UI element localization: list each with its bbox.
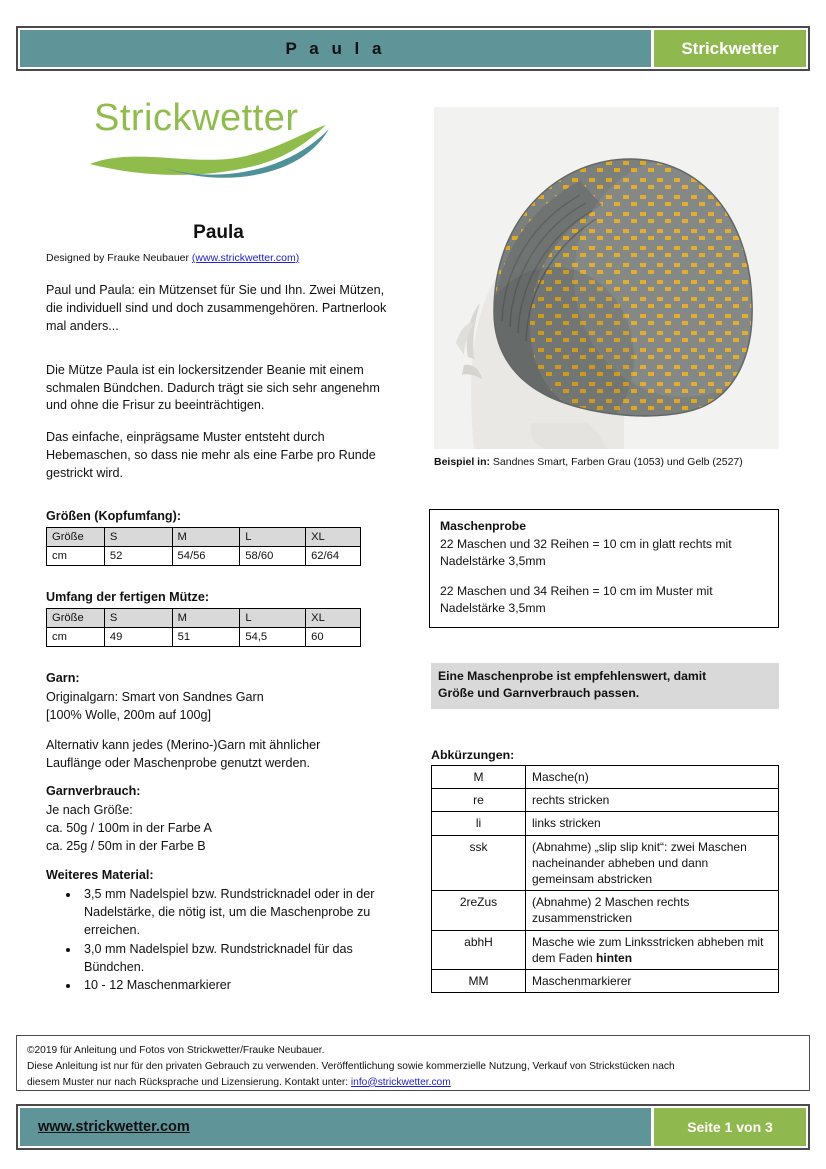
table-cell: 58/60 bbox=[240, 546, 306, 565]
abbr-desc-text: Maschenmarkierer bbox=[532, 973, 632, 988]
abbr-key: 2reZus bbox=[432, 891, 526, 930]
hat-photo bbox=[434, 107, 779, 449]
table-row bbox=[47, 627, 361, 646]
header-title: P a u l a bbox=[20, 30, 651, 67]
abbr-key: ssk bbox=[432, 835, 526, 891]
table-cell: 52 bbox=[104, 546, 172, 565]
page-header bbox=[16, 26, 810, 71]
gauge-title: Maschenprobe bbox=[440, 519, 527, 533]
table-cell: cm bbox=[47, 627, 105, 646]
gauge-line-4: Nadelstärke 3,5mm bbox=[440, 601, 546, 616]
table-cell: L bbox=[240, 527, 306, 546]
table-cell: S bbox=[104, 527, 172, 546]
spacer bbox=[440, 570, 768, 583]
copyright-line-2: Diese Anleitung ist nur für den privaten Gebrauch zu verwenden. Veröffentlichung sowie kommerzielle Nutzung, Verkauf von Strickstücken nach bbox=[27, 1060, 675, 1072]
sizes-table bbox=[46, 527, 361, 566]
designer-name: Designed by Frauke Neubauer bbox=[46, 252, 192, 264]
list-item: • 3,5 mm Nadelspiel bzw. Rundstricknadel oder in der Nadelstärke, die nötig ist, um die Maschenprobe zu erreichen. bbox=[80, 886, 391, 940]
table-row bbox=[47, 527, 361, 546]
spacer bbox=[46, 570, 391, 590]
page-title: Paula bbox=[193, 222, 244, 243]
designer-credit bbox=[46, 252, 391, 264]
spacer bbox=[46, 856, 391, 868]
left-column bbox=[46, 222, 391, 996]
finished-size-table bbox=[46, 608, 361, 647]
sizes-heading: Größen (Kopfumfang): bbox=[46, 508, 182, 523]
table-cell: S bbox=[104, 608, 172, 627]
table-row bbox=[432, 969, 779, 992]
abbr-desc-bold: hinten bbox=[596, 950, 633, 965]
photo-caption bbox=[434, 456, 784, 468]
table-cell: 54/56 bbox=[172, 546, 240, 565]
table-cell: M bbox=[172, 527, 240, 546]
spacer bbox=[46, 651, 391, 671]
abbr-desc bbox=[526, 789, 779, 812]
abbr-desc-text: (Abnahme) 2 Maschen rechts zusammenstricken bbox=[532, 895, 690, 926]
table-cell: M bbox=[172, 608, 240, 627]
abbreviations-table bbox=[431, 765, 779, 993]
abbr-key: M bbox=[432, 766, 526, 789]
abbr-desc bbox=[526, 891, 779, 930]
caption-label: Beispiel in: bbox=[434, 456, 491, 468]
table-row bbox=[432, 812, 779, 835]
finished-size-heading: Umfang der fertigen Mütze: bbox=[46, 589, 210, 604]
yarn-heading: Garn: bbox=[46, 670, 80, 685]
list-item: • 3,0 mm Nadelspiel bzw. Rundstricknadel für das Bündchen. bbox=[80, 941, 391, 977]
abbr-desc-text: links stricken bbox=[532, 816, 601, 831]
consumption-line-1: Je nach Größe: bbox=[46, 803, 133, 818]
abbr-desc-text: Masche(n) bbox=[532, 770, 589, 784]
abbr-key: abhH bbox=[432, 930, 526, 969]
gauge-box bbox=[429, 509, 779, 628]
caption-text: Sandnes Smart, Farben Grau (1053) und Gelb (2527) bbox=[490, 456, 743, 468]
gauge-line-1: 22 Maschen und 32 Reihen = 10 cm in glatt rechts mit bbox=[440, 537, 732, 552]
gauge-recommendation-note bbox=[431, 663, 779, 709]
table-row bbox=[432, 835, 779, 891]
page-footer bbox=[16, 1104, 810, 1150]
intro-paragraph-2: Die Mütze Paula ist ein lockersitzender Beanie mit einem schmalen Bündchen. Dadurch trägt sie sich sehr angenehm und ohne die Frisur zu beeinträchtigen. bbox=[46, 362, 380, 413]
gauge-line-2: Nadelstärke 3,5mm bbox=[440, 554, 546, 569]
note-line-2: Größe und Garnverbrauch passen. bbox=[438, 686, 640, 701]
consumption-heading: Garnverbrauch: bbox=[46, 784, 141, 799]
abbreviations-heading: Abkürzungen: bbox=[431, 748, 515, 762]
abbr-desc bbox=[526, 766, 779, 789]
header-brand: Strickwetter bbox=[654, 30, 806, 67]
table-row bbox=[47, 546, 361, 565]
copyright-box bbox=[16, 1035, 810, 1091]
abbr-desc bbox=[526, 930, 779, 969]
abbr-desc-text: Masche wie zum Linksstricken abheben mit dem Faden bbox=[532, 934, 764, 965]
contact-email-link[interactable]: info@strickwetter.com bbox=[350, 1076, 451, 1088]
consumption-line-3: ca. 25g / 50m in der Farbe B bbox=[46, 839, 206, 854]
table-cell: 49 bbox=[104, 627, 172, 646]
table-cell: Größe bbox=[47, 608, 105, 627]
table-row bbox=[432, 789, 779, 812]
gauge-line-3: 22 Maschen und 34 Reihen = 10 cm im Muster mit bbox=[440, 584, 713, 599]
table-cell: 62/64 bbox=[306, 546, 361, 565]
yarn-original: Originalgarn: Smart von Sandnes Garn bbox=[46, 689, 264, 704]
spacer bbox=[46, 772, 391, 784]
yarn-alternative-2: Lauflänge oder Maschenprobe genutzt werden. bbox=[46, 755, 310, 770]
consumption-line-2: ca. 50g / 100m in der Farbe A bbox=[46, 821, 212, 836]
table-cell: 60 bbox=[306, 627, 361, 646]
footer-website-link[interactable]: www.strickwetter.com bbox=[20, 1108, 651, 1146]
table-cell: XL bbox=[306, 608, 361, 627]
table-row bbox=[432, 766, 779, 789]
abbr-key: re bbox=[432, 789, 526, 812]
table-row bbox=[432, 930, 779, 969]
spacer bbox=[46, 350, 391, 362]
table-cell: L bbox=[240, 608, 306, 627]
abbr-desc-text: rechts stricken bbox=[532, 793, 610, 808]
abbr-desc-text: (Abnahme) „slip slip knit“: zwei Maschen nacheinander abheben und dann gemeinsam abstricken bbox=[532, 839, 747, 886]
abbr-desc bbox=[526, 812, 779, 835]
strickwetter-logo bbox=[86, 92, 336, 182]
table-cell: 54,5 bbox=[240, 627, 306, 646]
table-cell: XL bbox=[306, 527, 361, 546]
spacer bbox=[46, 497, 391, 509]
abbr-desc bbox=[526, 969, 779, 992]
table-cell: 51 bbox=[172, 627, 240, 646]
table-row bbox=[432, 891, 779, 930]
intro-paragraph-3: Das einfache, einprägsame Muster entsteht durch Hebemaschen, so dass nie mehr als eine Farbe pro Runde gestrickt wird. bbox=[46, 430, 376, 480]
copyright-line-1: ©2019 für Anleitung und Fotos von Strickwetter/Frauke Neubauer. bbox=[27, 1045, 325, 1056]
list-item: • 10 - 12 Maschenmarkierer bbox=[80, 977, 391, 995]
yarn-details: [100% Wolle, 200m auf 100g] bbox=[46, 707, 211, 722]
abbr-key: li bbox=[432, 812, 526, 835]
abbr-key: MM bbox=[432, 969, 526, 992]
designer-website-link[interactable]: (www.strickwetter.com) bbox=[191, 252, 300, 264]
svg-text:Strickwetter: Strickwetter bbox=[94, 97, 299, 139]
yarn-alternative-1: Alternativ kann jedes (Merino-)Garn mit ähnlicher bbox=[46, 737, 321, 752]
table-cell: cm bbox=[47, 546, 105, 565]
table-row bbox=[47, 608, 361, 627]
copyright-line-3 bbox=[27, 1075, 799, 1091]
spacer bbox=[46, 725, 391, 737]
table-cell: Größe bbox=[47, 527, 105, 546]
copyright-contact-text: diesem Muster nur nach Rücksprache und Lizensierung. Kontakt unter: bbox=[27, 1076, 351, 1088]
material-list bbox=[46, 886, 391, 995]
material-heading: Weiteres Material: bbox=[46, 868, 154, 882]
note-line-1: Eine Maschenprobe ist empfehlenswert, damit bbox=[438, 669, 707, 683]
intro-paragraph-1: Paul und Paula: ein Mützenset für Sie und Ihn. Zwei Mützen, die individuell sind und doch zusammengehören. Partnerlook mal anders... bbox=[46, 283, 387, 333]
abbr-desc bbox=[526, 835, 779, 891]
footer-page-number: Seite 1 von 3 bbox=[654, 1108, 806, 1146]
